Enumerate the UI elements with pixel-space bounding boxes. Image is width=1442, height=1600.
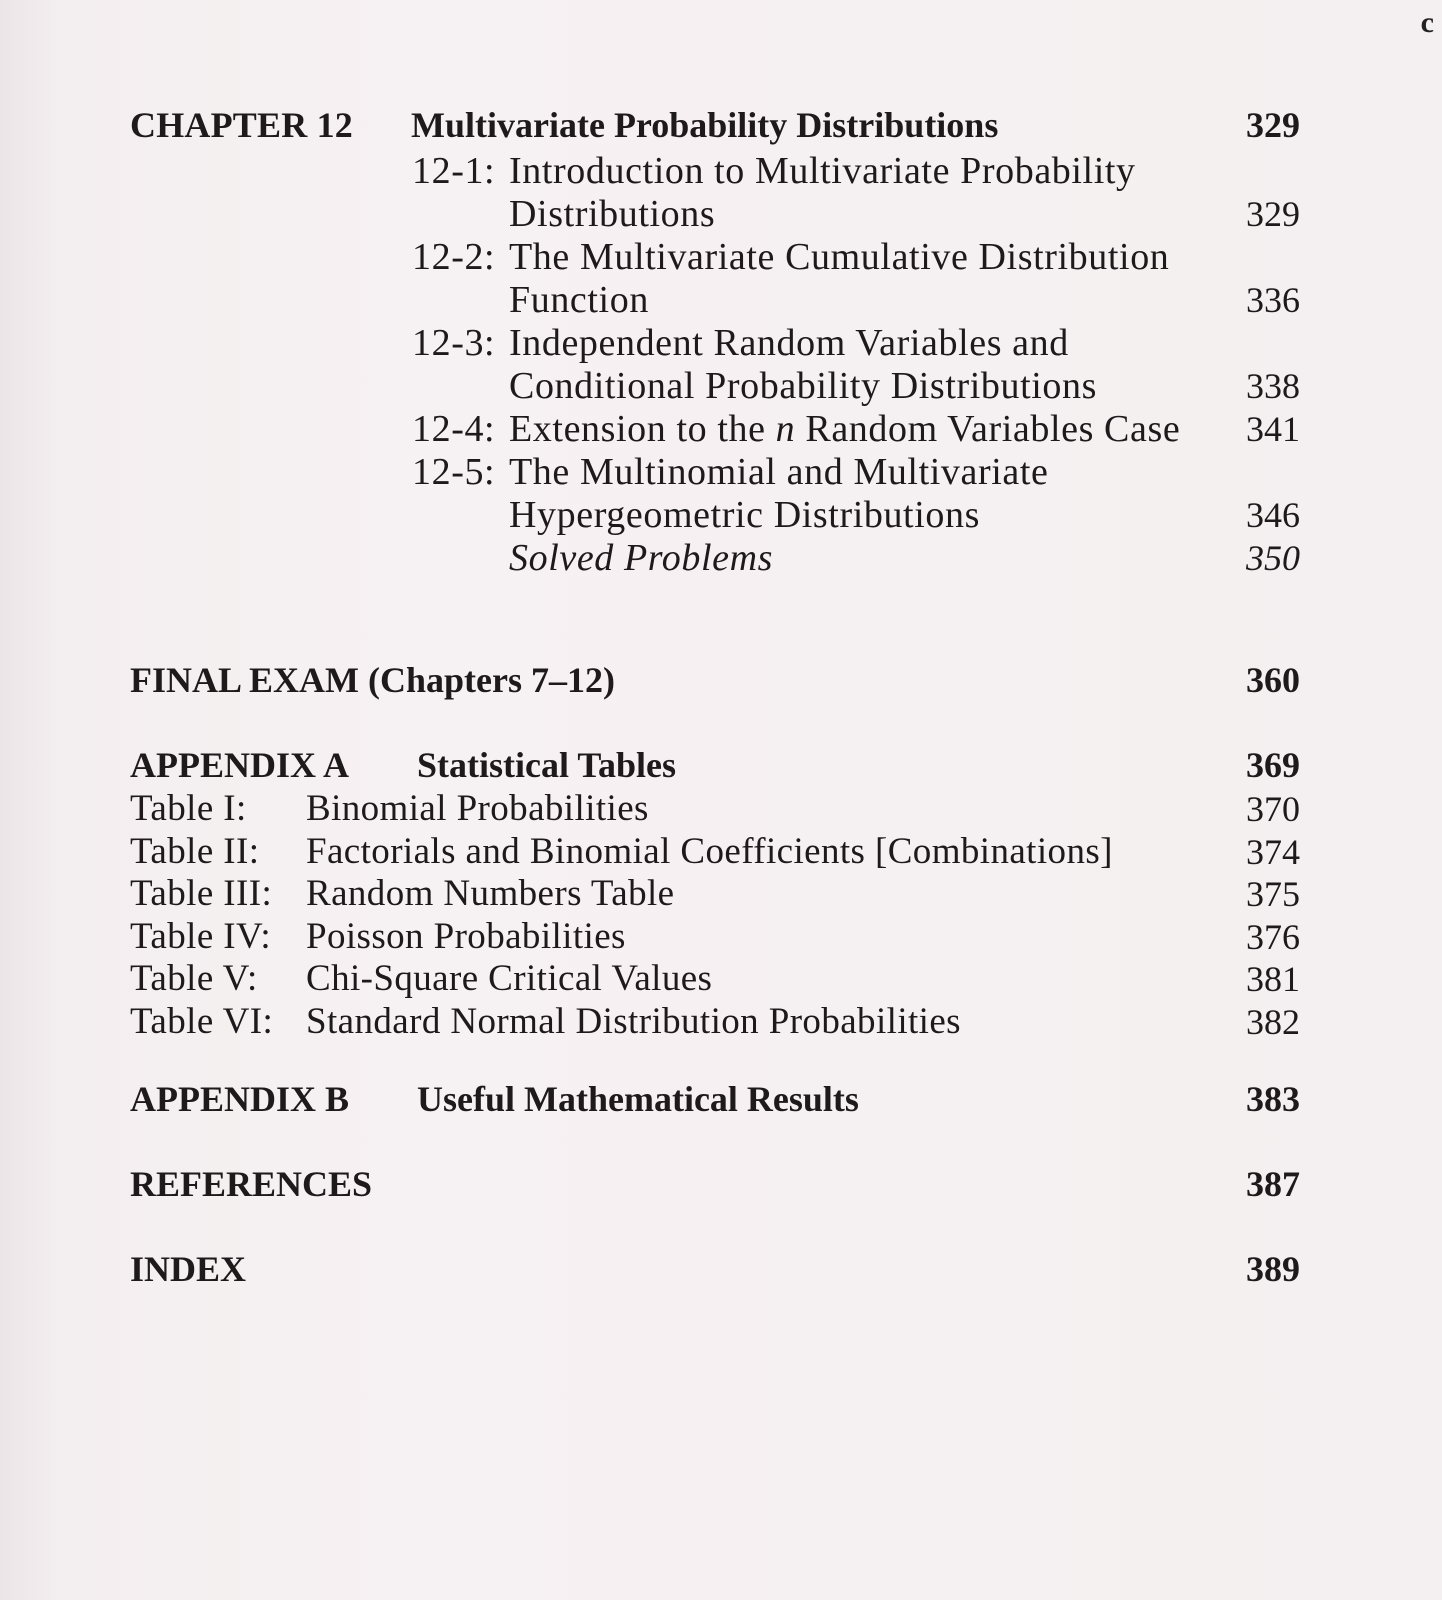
table-page: 370 [1246,789,1300,829]
appendix-b-label: APPENDIX B [130,1079,350,1119]
appendix-b-entry [130,1078,1300,1124]
table-entry [130,873,1300,916]
index-label: INDEX [130,1249,247,1289]
table-entry [130,1001,1300,1044]
references-page: 387 [1246,1164,1300,1204]
table-list [130,788,1300,1043]
references-entry [130,1163,1300,1209]
section-entry [412,322,1300,408]
solved-problems-title: Solved Problems [509,537,774,579]
section-title-part: Random Variables Case [795,408,1181,450]
index-page: 389 [1246,1249,1300,1289]
table-label: Table V: [130,958,258,999]
final-exam-page: 360 [1246,660,1300,700]
appendix-a-title: Statistical Tables [417,745,677,785]
appendix-b-page: 383 [1246,1079,1300,1119]
table-label: Table II: [130,830,260,872]
section-page: 329 [1246,194,1300,234]
section-entry [412,236,1300,322]
chapter-title: Multivariate Probability Distributions [411,105,999,145]
table-page: 382 [1246,1001,1300,1042]
section-page: 338 [1246,366,1300,406]
table-title: Poisson Probabilities [306,915,626,957]
appendix-a-page: 369 [1246,745,1300,785]
table-title: Standard Normal Distribution Probabilities [306,1000,961,1042]
section-title: Independent Random Variables and Conditional Probability Distributions [509,322,1097,407]
section-page: 346 [1246,495,1300,535]
table-label: Table IV: [130,915,272,957]
section-title [509,408,1209,451]
chapter-page: 329 [1246,105,1300,145]
index-entry [130,1248,1300,1294]
section-title-italic: n [775,408,796,450]
appendix-a-entry [130,744,1300,790]
section-title: The Multivariate Cumulative Distribution Function [509,236,1170,321]
appendix-b-title: Useful Mathematical Results [417,1079,859,1119]
section-number: 12-2: [412,236,496,278]
table-page: 375 [1246,874,1300,914]
table-entry [130,831,1300,874]
final-exam-label: FINAL EXAM (Chapters 7–12) [130,660,615,700]
section-number: 12-1: [412,150,496,192]
section-entry [412,451,1300,537]
section-number: 12-4: [412,408,496,450]
section-entry [412,408,1300,451]
table-title: Chi-Square Critical Values [306,958,713,999]
table-label: Table I: [130,788,247,829]
table-page: 374 [1246,831,1300,872]
table-page: 376 [1246,916,1300,957]
table-entry [130,916,1300,959]
appendix-a-label: APPENDIX A [130,745,350,785]
section-title-part: Extension to the [509,408,776,450]
final-exam-entry [130,659,1300,705]
table-page: 381 [1246,959,1300,999]
table-title: Random Numbers Table [306,873,675,914]
section-page: 336 [1246,280,1300,320]
table-label: Table VI: [130,1000,274,1042]
section-number: 12-3: [412,322,496,364]
section-title: The Multinomial and Multivariate Hypergeometric Distributions [509,451,1049,536]
table-entry [130,958,1300,1001]
section-page: 341 [1246,409,1300,449]
chapter-label: CHAPTER 12 [130,105,354,145]
corner-mark: c [1420,6,1434,39]
table-entry [130,788,1300,831]
chapter-heading [130,104,1300,150]
section-entry [412,150,1300,236]
references-label: REFERENCES [130,1164,373,1204]
section-list [412,150,1300,580]
table-title: Factorials and Binomial Coefficients [Combinations] [306,830,1113,872]
solved-problems-page: 350 [1246,538,1300,578]
solved-problems-entry [412,537,1300,580]
section-number: 12-5: [412,451,496,493]
section-title: Introduction to Multivariate Probability Distributions [509,150,1136,235]
table-title: Binomial Probabilities [306,788,649,829]
table-label: Table III: [130,873,273,914]
